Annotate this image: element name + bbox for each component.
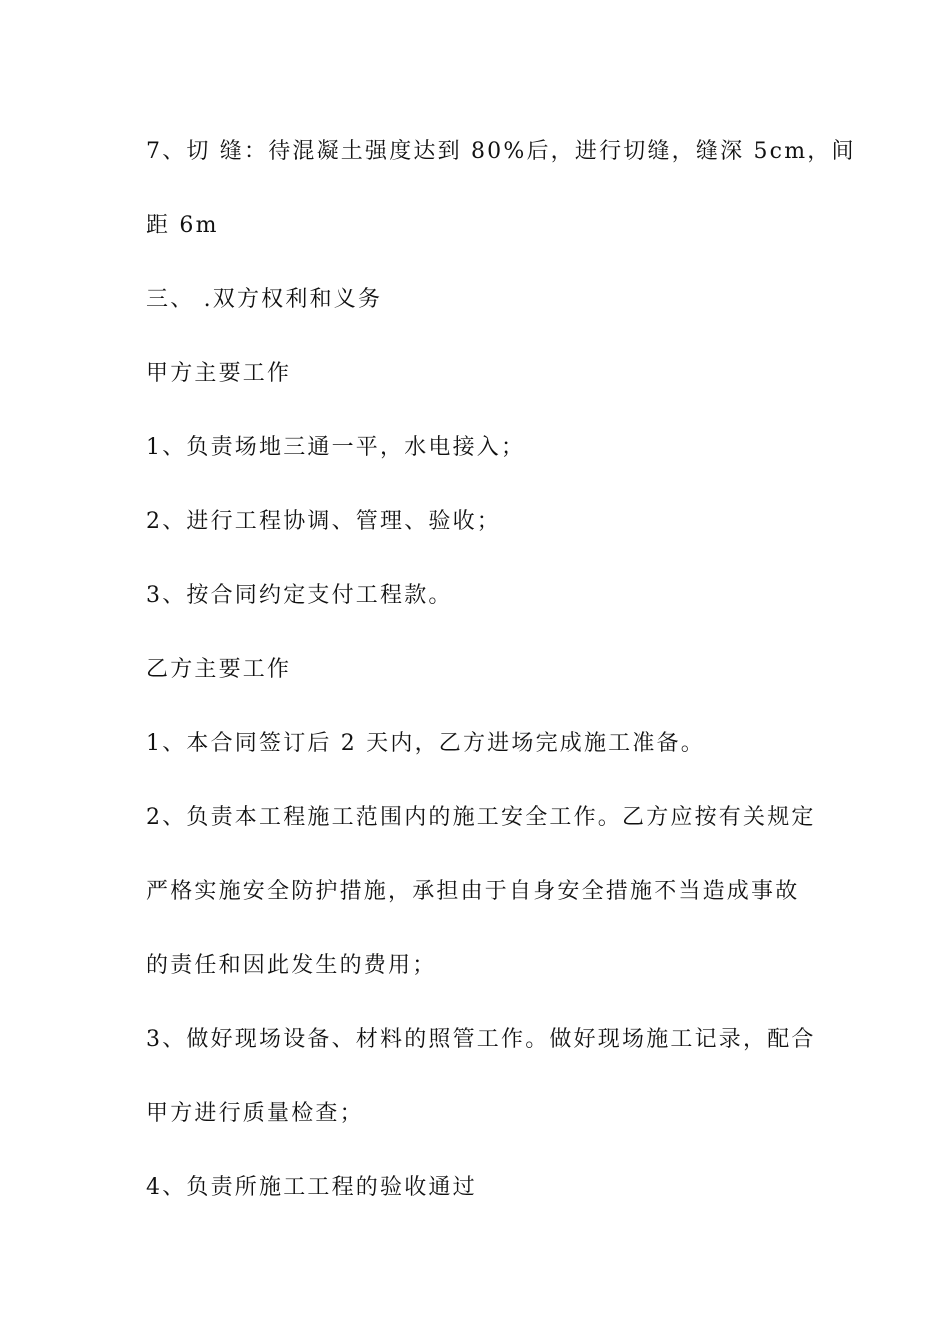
party-a-item-1: 1、负责场地三通一平，水电接入； xyxy=(146,435,526,460)
party-b-item-2-line-3: 的责任和因此发生的费用； xyxy=(146,953,437,978)
party-b-item-1: 1、本合同签订后 2 天内，乙方进场完成施工准备。 xyxy=(146,731,705,756)
party-b-heading: 乙方主要工作 xyxy=(146,657,292,682)
document-body xyxy=(146,122,856,1232)
party-b-item-2-line-1: 2、负责本工程施工范围内的施工安全工作。乙方应按有关规定 xyxy=(146,805,816,830)
party-b-item-3-line-1: 3、做好现场设备、材料的照管工作。做好现场施工记录，配合 xyxy=(146,1027,816,1052)
party-b-item-4: 4、负责所施工工程的验收通过 xyxy=(146,1175,477,1200)
text-line-2: 距 6m xyxy=(146,213,219,238)
party-b-item-2-line-2: 严格实施安全防护措施，承担由于自身安全措施不当造成事故 xyxy=(146,879,800,904)
party-a-item-2: 2、进行工程协调、管理、验收； xyxy=(146,509,501,534)
party-b-item-3-line-2: 甲方进行质量检查； xyxy=(146,1101,364,1126)
party-a-heading: 甲方主要工作 xyxy=(146,361,292,386)
text-line-1: 7、切 缝：待混凝土强度达到 80%后，进行切缝，缝深 5cm，间 xyxy=(146,139,856,164)
party-a-item-3: 3、按合同约定支付工程款。 xyxy=(146,583,453,608)
section-heading: 三、 .双方权利和义务 xyxy=(146,287,383,312)
